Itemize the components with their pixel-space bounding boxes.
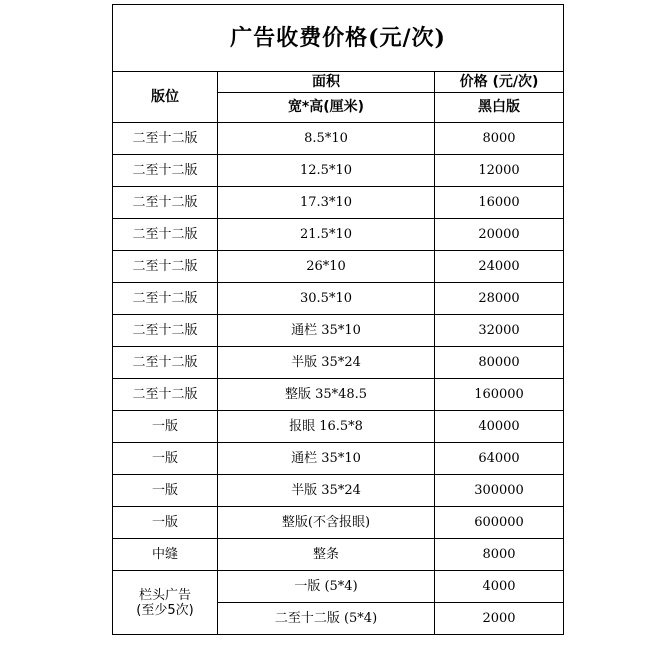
position-cell: 二至十二版 — [113, 379, 218, 411]
size-cell: 报眼 16.5*8 — [218, 411, 435, 443]
size-cell: 12.5*10 — [218, 155, 435, 187]
size-cell: 17.3*10 — [218, 187, 435, 219]
price-cell: 12000 — [435, 155, 564, 187]
table-row — [113, 155, 564, 187]
price-cell: 16000 — [435, 187, 564, 219]
size-cell: 整版 35*48.5 — [218, 379, 435, 411]
position-cell: 二至十二版 — [113, 283, 218, 315]
size-cell: 通栏 35*10 — [218, 443, 435, 475]
price-cell: 160000 — [435, 379, 564, 411]
header-position: 版位 — [113, 72, 218, 123]
header-price: 价格 (元/次) — [435, 72, 564, 93]
size-cell: 二至十二版 (5*4) — [218, 603, 435, 635]
price-cell: 28000 — [435, 283, 564, 315]
position-cell: 二至十二版 — [113, 347, 218, 379]
table-row — [113, 123, 564, 155]
table-row — [113, 251, 564, 283]
header-area: 面积 — [218, 72, 435, 93]
size-cell: 8.5*10 — [218, 123, 435, 155]
table-row — [113, 315, 564, 347]
position-cell: 一版 — [113, 507, 218, 539]
header-price-sub: 黑白版 — [435, 93, 564, 123]
banner-position-line1: 栏头广告 — [138, 587, 191, 603]
price-cell: 8000 — [435, 539, 564, 571]
price-cell: 2000 — [435, 603, 564, 635]
price-cell: 80000 — [435, 347, 564, 379]
price-cell: 40000 — [435, 411, 564, 443]
price-cell: 4000 — [435, 571, 564, 603]
position-cell: 一版 — [113, 475, 218, 507]
table-row — [113, 219, 564, 251]
price-cell: 600000 — [435, 507, 564, 539]
table-row — [113, 475, 564, 507]
table-row — [113, 347, 564, 379]
position-cell: 二至十二版 — [113, 315, 218, 347]
price-cell: 64000 — [435, 443, 564, 475]
size-cell: 半版 35*24 — [218, 347, 435, 379]
table-row — [113, 571, 564, 603]
table-row — [113, 411, 564, 443]
size-cell: 30.5*10 — [218, 283, 435, 315]
table-row — [113, 379, 564, 411]
price-cell: 300000 — [435, 475, 564, 507]
size-cell: 半版 35*24 — [218, 475, 435, 507]
size-cell: 26*10 — [218, 251, 435, 283]
size-cell: 一版 (5*4) — [218, 571, 435, 603]
position-cell: 二至十二版 — [113, 123, 218, 155]
position-cell: 中缝 — [113, 539, 218, 571]
title-row — [113, 5, 564, 72]
size-cell: 21.5*10 — [218, 219, 435, 251]
header-row-1 — [113, 72, 564, 93]
position-cell: 二至十二版 — [113, 219, 218, 251]
header-area-sub: 宽*高(厘米) — [218, 93, 435, 123]
table-title: 广告收费价格(元/次) — [113, 5, 564, 72]
table-row — [113, 187, 564, 219]
position-cell: 二至十二版 — [113, 187, 218, 219]
price-table-body — [113, 5, 564, 635]
price-cell: 8000 — [435, 123, 564, 155]
price-cell: 24000 — [435, 251, 564, 283]
price-table — [112, 4, 564, 635]
position-cell: 二至十二版 — [113, 251, 218, 283]
price-cell: 20000 — [435, 219, 564, 251]
size-cell: 整版(不含报眼) — [218, 507, 435, 539]
table-row — [113, 539, 564, 571]
position-cell: 一版 — [113, 411, 218, 443]
price-cell: 32000 — [435, 315, 564, 347]
size-cell: 整条 — [218, 539, 435, 571]
banner-position-cell — [113, 571, 218, 635]
position-cell: 二至十二版 — [113, 155, 218, 187]
table-row — [113, 283, 564, 315]
table-row — [113, 507, 564, 539]
size-cell: 通栏 35*10 — [218, 315, 435, 347]
table-row — [113, 443, 564, 475]
banner-position-line2: (至少5次) — [136, 602, 194, 618]
position-cell: 一版 — [113, 443, 218, 475]
